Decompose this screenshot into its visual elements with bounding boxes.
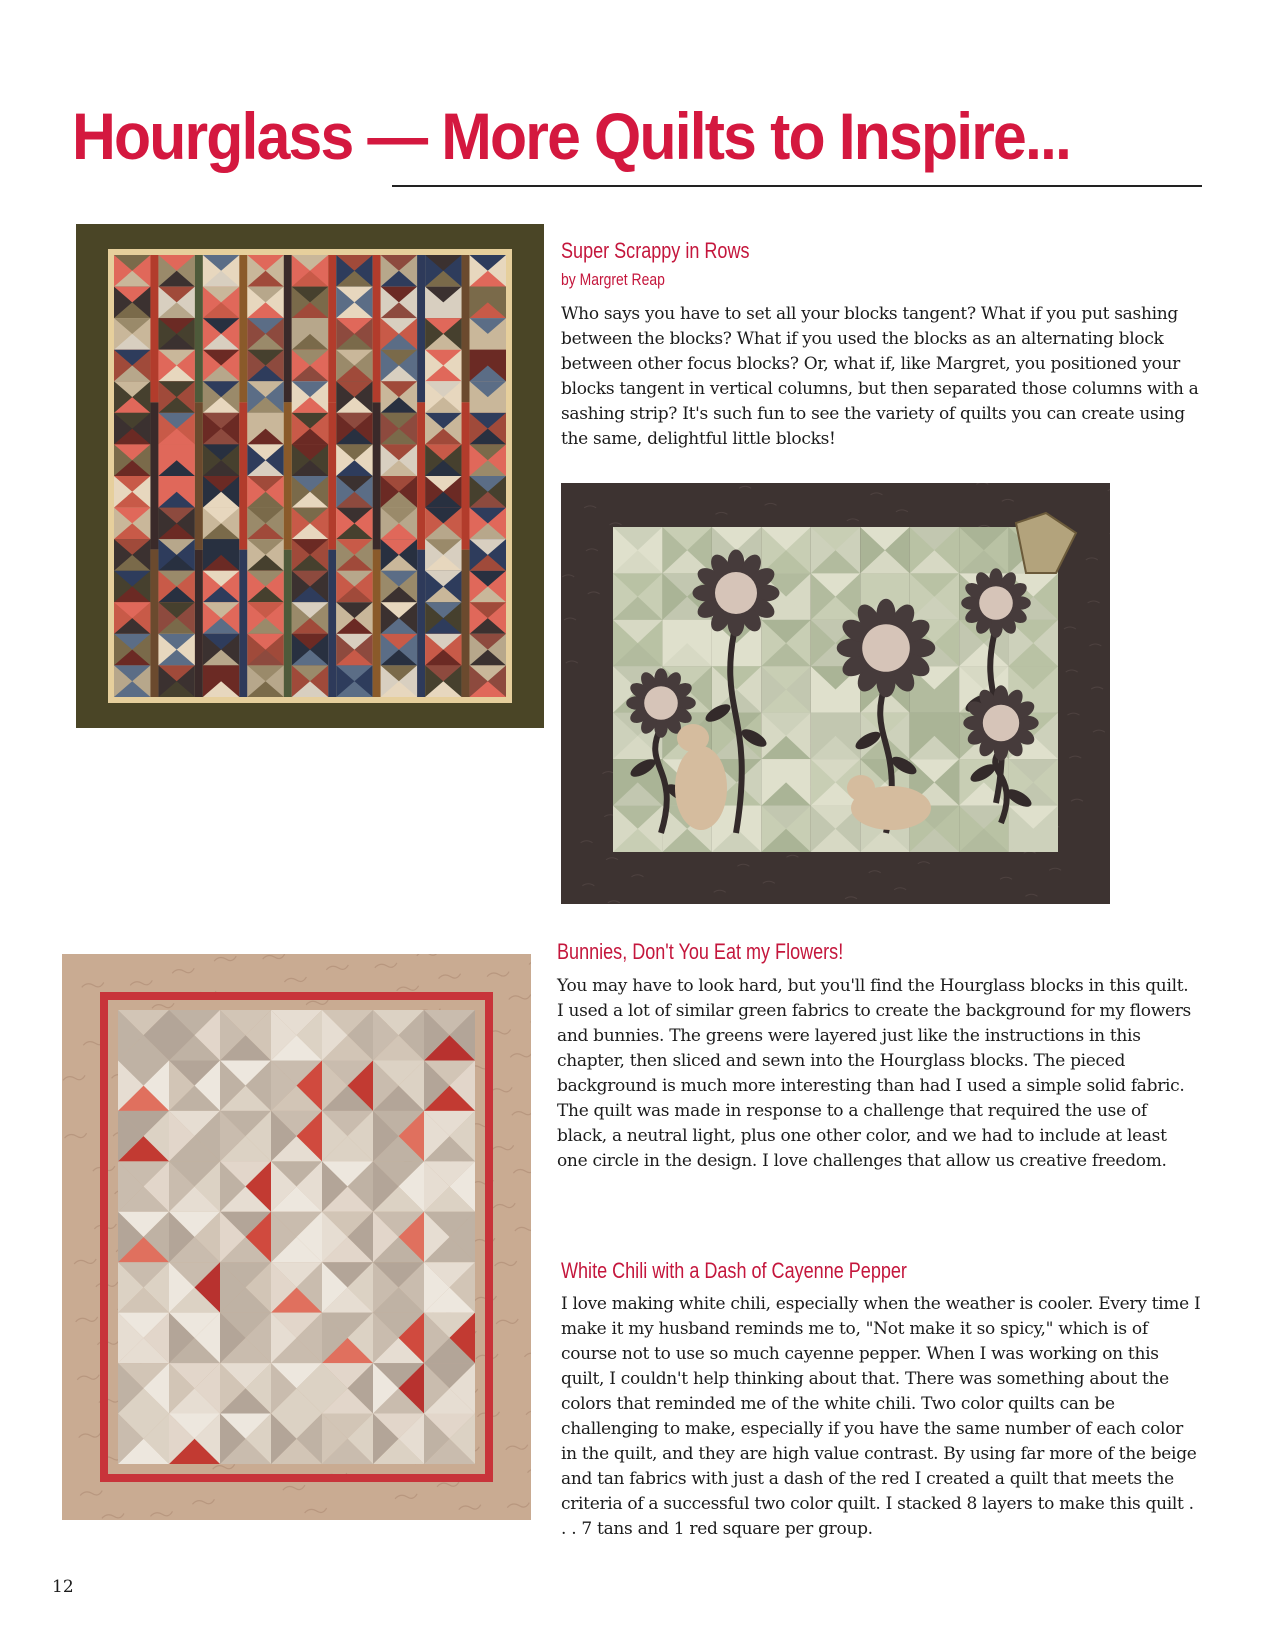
white-chili-title: White Chili with a Dash of Cayenne Pepper bbox=[561, 1258, 907, 1283]
super-scrappy-body: Who says you have to set all your blocks tangent? What if you put sashing between the blocks? What if you used the blocks as an alternating block between other focus blocks? Or, what if, like Margret, you positioned your blocks tangent in vertical columns, but then separated those columns with a sashing strip? It's such fun to see the variety of quilts you can create using the same, delightful little blocks! bbox=[561, 304, 1199, 449]
bunnies-quilt-photo bbox=[561, 483, 1110, 904]
page-title: Hourglass — More Quilts to Inspire... bbox=[72, 99, 1071, 173]
title-rule bbox=[392, 185, 1202, 187]
page-number: 12 bbox=[52, 1577, 74, 1597]
super-scrappy-byline: by Margret Reap bbox=[561, 270, 665, 289]
bunnies-body: You may have to look hard, but you'll find the Hourglass blocks in this quilt. I used a lot of similar green fabrics to create the background for my flowers and bunnies. The greens were layered just like the instructions in this chapter, then sliced and sewn into the Hourglass blocks. The pieced background is much more interesting than had I used a simple solid fabric. The quilt was made in response to a challenge that required the use of black, a neutral light, plus one other color, and we had to include at least one circle in the design. I love challenges that allow us creative freedom. bbox=[557, 976, 1191, 1171]
white-chili-quilt-photo bbox=[62, 954, 531, 1520]
super-scrappy-quilt-photo bbox=[76, 224, 544, 728]
bunnies-title: Bunnies, Don't You Eat my Flowers! bbox=[557, 939, 844, 964]
white-chili-body: I love making white chili, especially when the weather is cooler. Every time I make it my husband reminds me to, "Not make it so spicy," which is of course not to use so much cayenne pepper. When I was working on this quilt, I couldn't help thinking about that. There was something about the colors that reminded me of the white chili. Two color quilts can be challenging to make, especially if you have the same number of each color in the quilt, and they are high value contrast. By using far more of the beige and tan fabrics with just a dash of the red I created a quilt that meets the criteria of a successful two color quilt. I stacked 8 layers to make this quilt . . . 7 tans and 1 red square per group. bbox=[561, 1294, 1201, 1539]
super-scrappy-title: Super Scrappy in Rows bbox=[561, 238, 750, 263]
